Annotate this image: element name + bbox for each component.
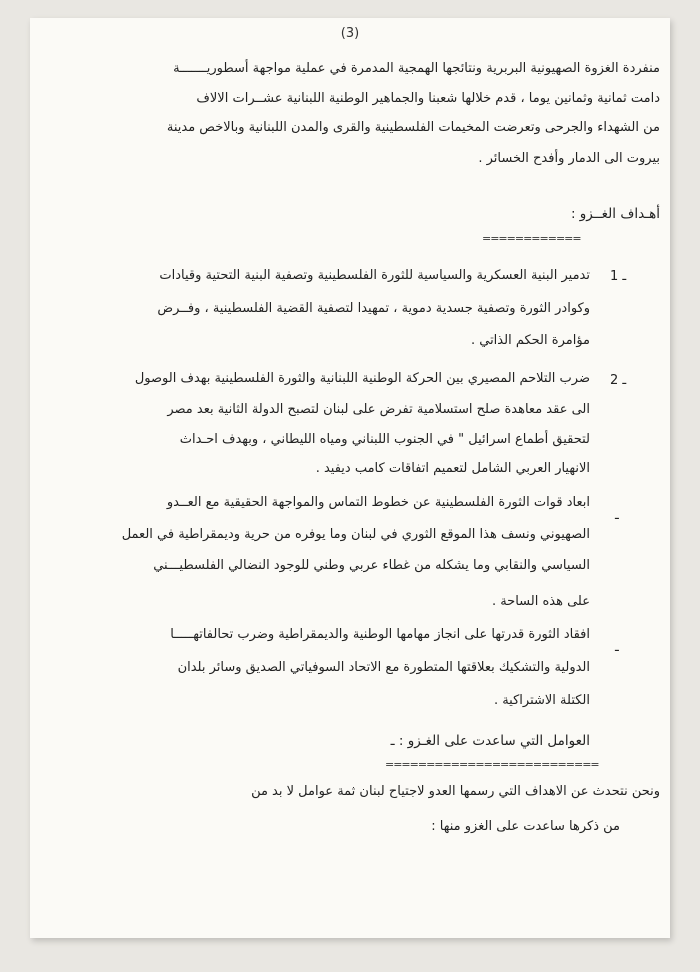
- factors-heading: العوامل التي ساعدت على الغـزو : ـ: [390, 733, 590, 749]
- goals-heading: أهـداف الغــزو :: [570, 206, 660, 222]
- item-2-marker: 2 ـ: [610, 373, 627, 388]
- factors-heading-underline: ==========================: [385, 758, 599, 771]
- item-2-line-2: الى عقد معاهدة صلح استسلامية تفرض على لبنان لتصبح الدولة الثانية بعد مصر: [167, 402, 590, 417]
- closing-line-1: ونحن نتحدث عن الاهداف التي رسمها العدو لاجتياح لبنان ثمة عوامل لا بد من: [251, 784, 660, 799]
- item-4-line-3: الكتلة الاشتراكية .: [493, 693, 590, 708]
- intro-line-3: من الشهداء والجرحى وتعرضت المخيمات الفلسطينية والقرى والمدن اللبنانية وبالاخص مدينة: [166, 120, 660, 135]
- item-3-line-4: على هذه الساحة .: [491, 594, 590, 609]
- item-3-line-2: الصهيوني ونسف هذا الموقع الثوري في لبنان وما يوفره من حرية وديمقراطية في العمل: [121, 527, 590, 542]
- item-3-line-1: ابعاد قوات الثورة الفلسطينية عن خطوط التماس والمواجهة الحقيقية مع العــدو: [166, 495, 590, 510]
- item-1-marker: 1 ـ: [610, 269, 627, 284]
- item-3-marker: ـ: [615, 508, 619, 523]
- goals-heading-underline: ============: [482, 232, 581, 245]
- intro-line-2: دامت ثمانية وثمانين يوما ، قدم خلالها شعبنا والجماهير الوطنية اللبنانية عشــرات الالاف: [196, 91, 660, 106]
- intro-line-4: بيروت الى الدمار وأفدح الخسائر .: [478, 151, 660, 166]
- item-1-line-3: مؤامرة الحكم الذاتي .: [470, 333, 590, 348]
- item-1-line-2: وكوادر الثورة وتصفية جسدية دموية ، تمهيدا لتصفية القضية الفلسطينية ، وفــرض: [157, 301, 590, 316]
- page-number: (3): [340, 26, 360, 41]
- item-2-line-4: الانهيار العربي الشامل لتعميم اتفاقات كامب ديفيد .: [315, 461, 590, 476]
- item-4-line-1: افقاد الثورة قدرتها على انجاز مهامها الوطنية والديمقراطية وضرب تحالفاتهـــــا: [170, 627, 590, 642]
- document-page: [30, 18, 670, 938]
- item-2-line-1: ضرب التلاحم المصيري بين الحركة الوطنية اللبنانية والثورة الفلسطينية بهدف الوصول: [134, 371, 590, 386]
- item-1-line-1: تدمير البنية العسكرية والسياسية للثورة الفلسطينية وتصفية البنية التحتية وقيادات: [159, 268, 590, 283]
- item-3-line-3: السياسي والنقابي وما يشكله من غطاء عربي وطني للوجود النضالي الفلسطيـــني: [153, 558, 590, 573]
- item-4-marker: ـ: [615, 640, 619, 655]
- item-2-line-3: لتحقيق أطماع اسرائيل " في الجنوب اللبناني ومياه الليطاني ، وبهدف احـداث: [179, 432, 590, 447]
- item-4-line-2: الدولية والتشكيك بعلاقتها المتطورة مع الاتحاد السوفياتي الصديق وسائر بلدان: [177, 660, 590, 675]
- closing-line-2: من ذكرها ساعدت على الغزو منها :: [431, 819, 620, 834]
- intro-line-1: منفردة الغزوة الصهيونية البربرية ونتائجها الهمجية المدمرة في عملية مواجهة أسطوريـــــــة: [173, 61, 660, 76]
